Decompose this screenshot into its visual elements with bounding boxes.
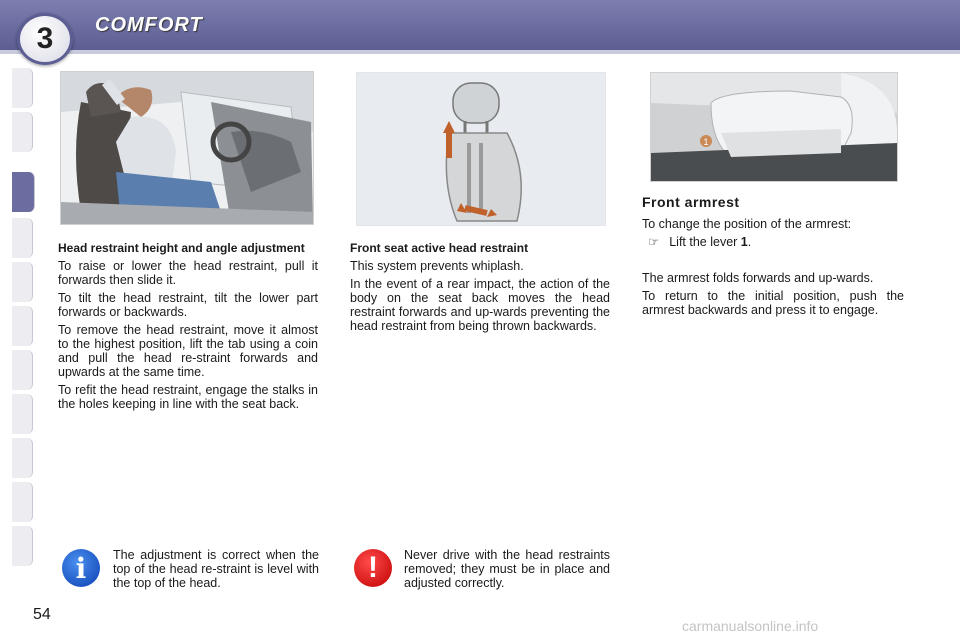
pointing-hand-icon: ☞ — [648, 235, 660, 249]
chapter-tab[interactable] — [12, 218, 33, 258]
paragraph: To remove the head restraint, move it almost to the highest position, lift the tab using a coin and pull the head re-straint forwards and upwards at the same time. — [58, 323, 318, 379]
page-number: 54 — [33, 606, 51, 623]
chapter-tab-active[interactable] — [12, 172, 35, 212]
paragraph: This system prevents whiplash. — [350, 259, 524, 273]
paragraph: The armrest folds forwards and up-wards. — [642, 271, 874, 285]
info-icon: i — [62, 549, 100, 587]
bullet-text: Lift the lever 1. — [669, 235, 752, 249]
paragraph: To tilt the head restraint, tilt the lower part forwards or backwards. — [58, 291, 318, 319]
chapter-title: COMFORT — [95, 14, 203, 36]
section-heading: Front seat active head restraint — [350, 241, 529, 255]
active-head-restraint-section — [350, 241, 610, 337]
chapter-tab[interactable] — [12, 438, 33, 478]
chapter-tab[interactable] — [12, 394, 33, 434]
chapter-tab[interactable] — [12, 350, 33, 390]
paragraph: To change the position of the armrest: — [642, 217, 852, 231]
paragraph: In the event of a rear impact, the action of the body on the seat back moves the head restraint forwards and up-wards preventing the head restraint from being thrown backwards. — [350, 277, 610, 333]
chapter-tab[interactable] — [12, 112, 33, 152]
chapter-tab[interactable] — [12, 482, 33, 522]
paragraph: To return to the initial position, push the armrest backwards and press it to engage. — [642, 289, 904, 317]
watermark: carmanualsonline.info — [682, 618, 819, 634]
paragraph: To raise or lower the head restraint, pull it forwards then slide it. — [58, 259, 318, 287]
chapter-tab[interactable] — [12, 306, 33, 346]
front-armrest-section — [642, 195, 904, 321]
info-note-text: The adjustment is correct when the top of the head re-straint is level with the top of the head. — [113, 548, 319, 590]
chapter-tab[interactable] — [12, 262, 33, 302]
header-stripe — [0, 50, 960, 54]
chapter-number-badge: 3 — [17, 13, 73, 65]
instruction-bullet — [648, 235, 904, 249]
section-heading: Head restraint height and angle adjustment — [58, 241, 305, 255]
armrest-lever-callout: 1 — [703, 137, 709, 147]
paragraph: To refit the head restraint, engage the stalks in the holes keeping in line with the seat back. — [58, 383, 318, 411]
head-restraint-adjustment-photo — [60, 71, 314, 225]
chapter-tab[interactable] — [12, 526, 33, 566]
chapter-tab[interactable] — [12, 68, 33, 108]
section-heading: Front armrest — [642, 194, 740, 210]
head-restraint-adjustment-section — [58, 241, 318, 415]
warning-icon: ! — [354, 549, 392, 587]
front-armrest-photo — [650, 72, 898, 182]
active-head-restraint-diagram — [356, 72, 606, 226]
warning-note-text: Never drive with the head restraints removed; they must be in place and adjusted correctly. — [404, 548, 610, 590]
